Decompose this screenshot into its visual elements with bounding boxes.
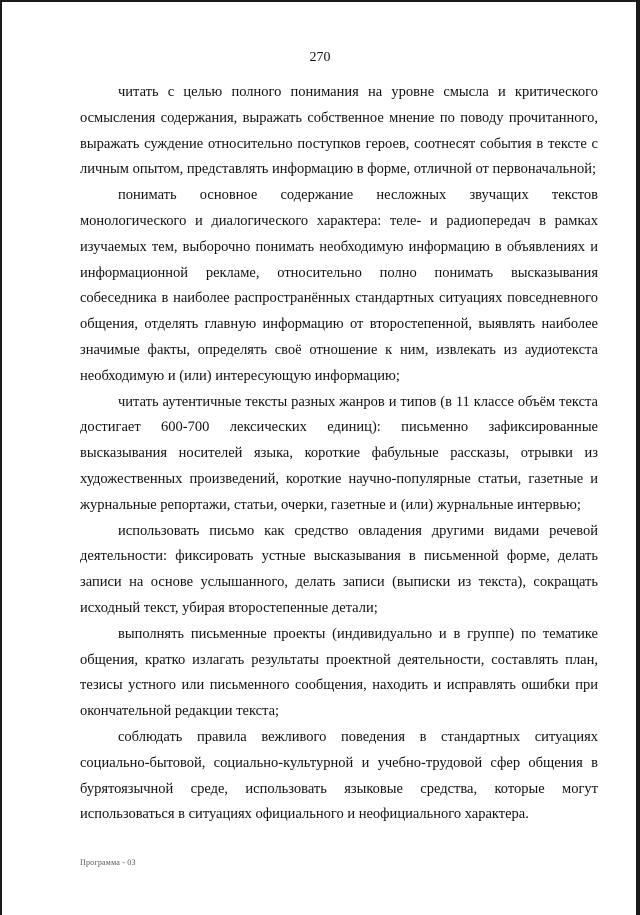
scan-edge-left	[0, 0, 2, 915]
document-body	[80, 80, 598, 828]
paragraph-projects: выполнять письменные проекты (индивидуально и в группе) по тематике общения, кратко излагать результаты проектной деятельности, составлять план, тезисы устного или письменного сообщения, находить и исправлять ошибки при окончательной редакции текста;	[80, 625, 598, 720]
scan-edge-top	[0, 0, 640, 2]
paragraph-listening: понимать основное содержание несложных звучащих текстов монологического и диалогического характера: теле- и радиопередач в рамках изучаемых тем, выборочно понимать необходимую информацию в объявлениях и информационной рекламе, относительно полно понимать высказывания собеседника в наиболее распространённых стандартных ситуациях повседневного общения, отделять главную информацию от второстепенной, выявлять наиболее значимые факты, определять своё отношение к ним, извлекать из аудиотекста необходимую и (или) интересующую информацию;	[80, 187, 598, 384]
paragraph-writing: использовать письмо как средство овладения другими видами речевой деятельности: фиксировать устные высказывания в письменной форме, делать записи на основе услышанного, делать записи (выписки из текста), сокращать исходный текст, убирая второстепенные детали;	[80, 522, 598, 616]
page-number: 270	[309, 50, 331, 65]
paragraph-politeness: соблюдать правила вежливого поведения в стандартных ситуациях социально-бытовой, социально-культурной и учебно-трудовой сфер общения в бурятоязычной среде, использовать языковые средства, которые могут использоваться в ситуациях официального и неофициального характера.	[80, 728, 598, 823]
paragraph-reading-critical: читать с целью полного понимания на уровне смысла и критического осмысления содержания, выражать собственное мнение по поводу прочитанного, выражать суждение относительно поступков героев, соотнесят события в тексте с личным опытом, представлять информацию в форме, отличной от первоначальной;	[80, 84, 598, 178]
paragraph-authentic-texts: читать аутентичные тексты разных жанров и типов (в 11 классе объём текста достигает 600-700 лексических единиц): письменно зафиксированные высказывания носителей языка, короткие фабульные рассказы, отрывки из художественных произведений, короткие научно-популярные статьи, газетные и журнальные репортажи, статьи, очерки, газетные и (или) журнальные интервью;	[80, 393, 598, 513]
footer-label: Программа - 03	[80, 858, 136, 867]
scan-edge-right	[636, 0, 640, 915]
